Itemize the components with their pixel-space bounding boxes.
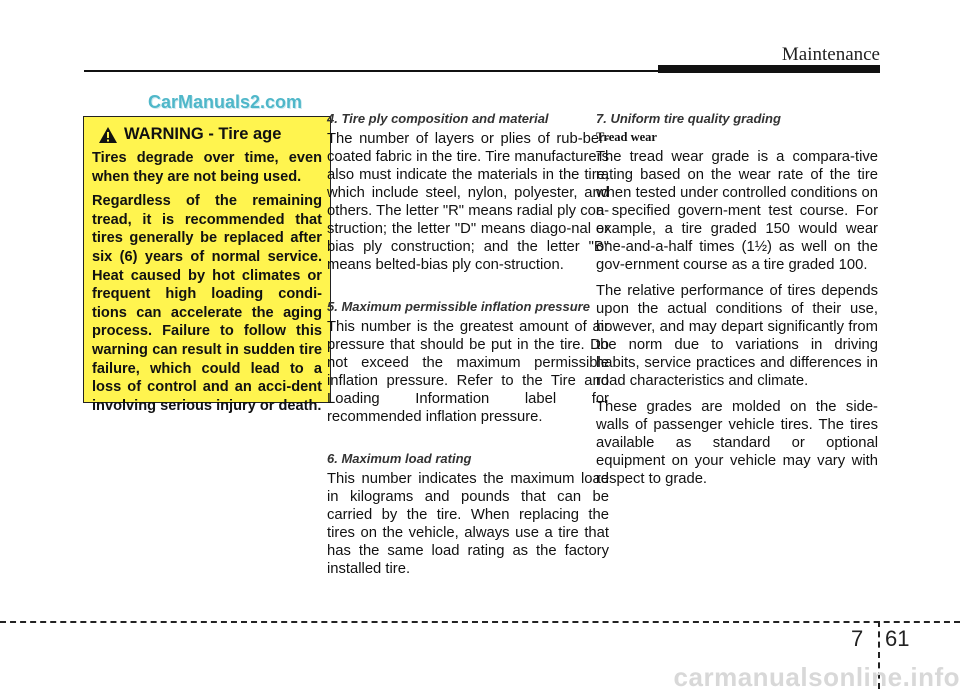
warning-heading — [92, 125, 322, 144]
subheading-inflation-pressure: 5. Maximum permissible inflation pressure — [327, 299, 590, 314]
subheading-load-rating: 6. Maximum load rating — [327, 451, 472, 466]
body-paragraph: These grades are molded on the side-walls of passenger vehicle tires. The tires available as standard or optional equipment on your vehicle may vary with respect to grade. — [596, 399, 878, 487]
body-paragraph: The number of layers or plies of rub-ber-coated fabric in the tire. Tire manufacturers also must indicate the materials in the tire, which include steel, nylon, polyester, and others. The letter "R" means radial ply con-struction; the letter "D" means diago-nal or bias ply construction; and the letter "B" means belted-bias ply con-struction. — [327, 131, 609, 273]
warning-box — [83, 116, 331, 414]
warning-triangle-icon — [98, 126, 118, 144]
body-paragraph: This number indicates the maximum load in kilograms and pounds that can be carried by the tire. When replacing the tires on the vehicle, always use a tire that has the same load rating as the factory installed tire. — [327, 471, 609, 577]
text-column-1 — [327, 108, 609, 586]
subheading-quality-grading: 7. Uniform tire quality grading — [596, 111, 781, 126]
site-watermark-bottom[interactable]: carmanualsonline.info — [673, 662, 960, 692]
section-title: Maintenance — [781, 44, 880, 65]
warning-title: WARNING - Tire age — [124, 125, 282, 143]
body-paragraph: The tread wear grade is a compara-tive rating based on the wear rate of the tire when tested under controlled conditions on a specified govern-ment test course. For example, a tire graded 150 would wear one-and-a-half times (1½) as well on the gov-ernment course as a tire graded 100. — [596, 149, 878, 273]
subheading-ply-composition: 4. Tire ply composition and material — [327, 111, 549, 126]
body-paragraph: This number is the greatest amount of air pressure that should be put in the tire. Do not exceed the maximum permissible inflation pressure. Refer to the Tire and Loading Information label for recommended inflation pressure. — [327, 319, 609, 425]
body-paragraph: The relative performance of tires depends upon the actual conditions of their use, however, and may depart significantly from the norm due to variations in driving habits, service practices and differences in road characteristics and climate. — [596, 283, 878, 389]
site-watermark[interactable]: CarManuals2.com — [148, 92, 303, 112]
header-rule-bar — [658, 65, 880, 73]
footer-rule — [0, 621, 960, 623]
header-rule — [84, 70, 658, 72]
warning-paragraph: Tires degrade over time, even when they are not being used. — [92, 150, 322, 185]
warning-paragraph: Regardless of the remaining tread, it is recommended that tires generally be replaced after six (6) years of normal service. Heat caused by hot climates or frequent high loading condi-tions can accelerate the aging process. Failure to follow this warning can result in sudden tire failure, which could lead to a loss of control and an acci-dent involving serious injury or death. — [92, 193, 322, 414]
subheading-tread-wear: Tread wear — [596, 130, 657, 144]
page-number: 61 — [885, 626, 910, 651]
text-column-2 — [596, 108, 878, 496]
chapter-number: 7 — [851, 626, 864, 651]
